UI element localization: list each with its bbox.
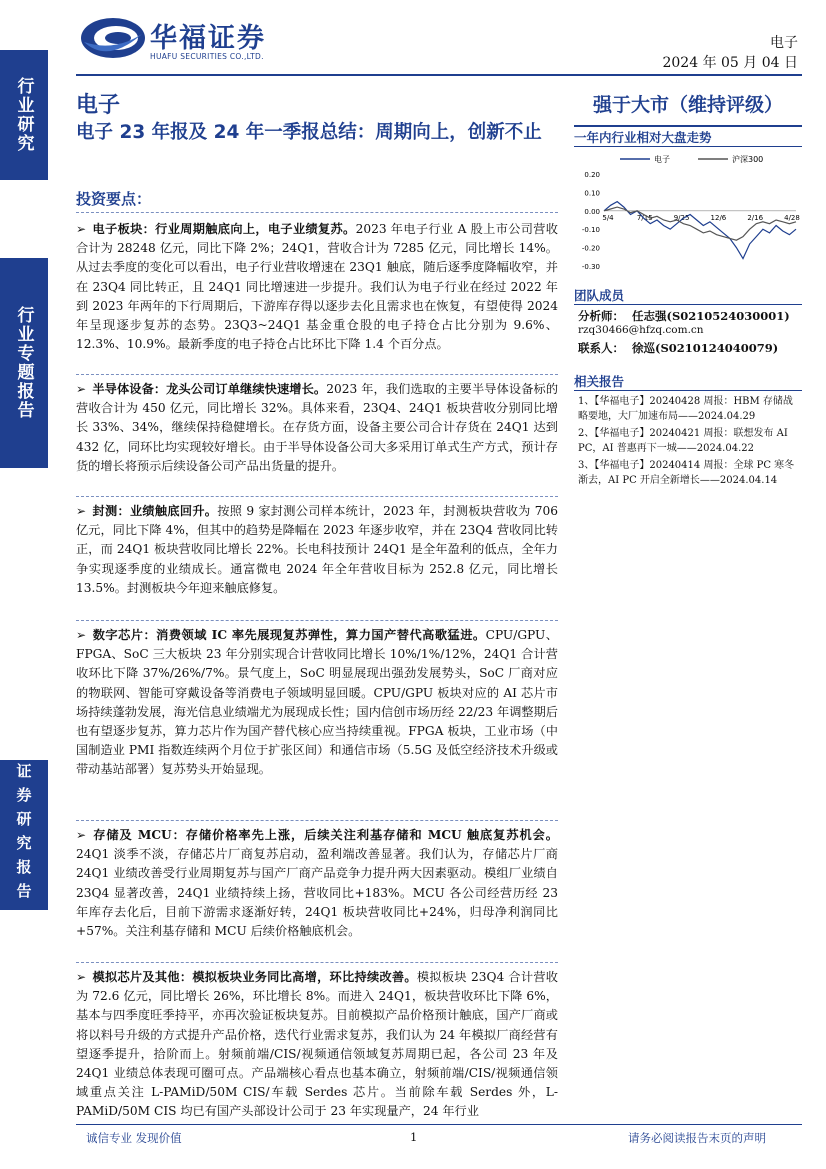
arrow-bullet-icon: ➢: [76, 828, 87, 842]
para-lead: 半导体设备：龙头公司订单继续快速增长。: [92, 382, 327, 396]
analyst-label: 分析师：: [578, 309, 624, 323]
para-body: 按照 9 家封测公司样本统计，2023 年，封测板块营收为 706 亿元，同比下降 4%，但其中的趋势是降幅在 2023 年逐步收窄，并在 23Q4 营收同比转正，而 24Q1 板块营收同比增长 22%。长电科技预计 24Q1 是全年盈利的低点，全年力争实现逐季度的业绩成长。通富微电 2024 年全年营收目标为 252.8 亿元，同比增长 13.5%。封测板块今年迎来触底修复。: [76, 504, 559, 595]
arrow-bullet-icon: ➢: [76, 504, 87, 518]
team-title: 团队成员: [574, 288, 625, 303]
para-body: 24Q1 淡季不淡，存储芯片厂商复苏启动，盈利端改善显著。我们认为，存储芯片厂商 24Q1 业绩改善受行业周期复苏与国产厂商产品竞争力提升两大因素驱动。模组厂业绩自 23Q4 显著改善，24Q1 业绩持续上扬，营收同比+183%。MCU 各公司经营历经 23 年库存去化后，目前下游需求逐渐好转，24Q1 板块营收同比+24%，归母净利润同比+57%。关注利基存储和 MCU 后续价格触底机会。: [76, 847, 558, 939]
sidebar-tag-text: 行业专题报告: [13, 306, 34, 420]
rating-badge: 强于大市（维持评级）: [574, 90, 802, 127]
section-divider: [76, 620, 558, 621]
para-lead: 电子板块：行业周期触底向上，电子业绩复苏。: [92, 222, 356, 236]
chart-legend: [620, 154, 763, 164]
para-body: 2023 年电子行业 A 股上市公司营收合计为 28248 亿元，同比下降 2%；24Q1，营收合计为 7285 亿元，同比增长 14%。从过去季度的变化可以看出，电子行业营收增速在 23Q1 触底，随后逐季度降幅收窄，并在 23Q4 同比转正，且 24Q1 同比增速进一步提升。我们认为电子行业在经过 2022 年到 2023 年两年的下行周期后，下游库存得以逐步去化且需求也在恢复，有望使得 2024 年呈现逐步复苏的态势。23Q3~24Q1 基金重仓股的电子持仓占比分别为 9.6%、12.3%、10.9%。最新季度的电子持仓占比环比下降 1.4 个百分点。: [76, 222, 558, 352]
analyst-line: [578, 308, 790, 324]
sidebar-tag-text: 行业研究: [13, 77, 34, 153]
footer-disclaimer: 请务必阅读报告末页的声明: [628, 1131, 766, 1145]
para-packaging-testing: [76, 502, 558, 598]
sidebar-tag-industry-research: [0, 50, 48, 180]
section-divider: [76, 374, 558, 375]
logo-name: 华福证券: [150, 23, 266, 54]
para-lead: 存储及 MCU：存储价格率先上涨，后续关注利基存储和 MCU 触底复苏机会。: [92, 828, 558, 842]
section-divider: [76, 820, 558, 821]
related-reports-title: 相关报告: [574, 374, 625, 389]
section-divider: [76, 496, 558, 497]
x-tick-label: 4/28: [784, 213, 800, 222]
footer-divider: [76, 1124, 802, 1125]
para-semiconductor-equipment: [76, 380, 558, 476]
contact-name: 徐巡(S0210124040079): [632, 341, 779, 355]
y-axis-ticks: [582, 171, 600, 271]
sidebar-tag-text: 证券研究报告: [14, 763, 33, 907]
x-tick-label: 12/6: [710, 213, 727, 222]
legend-label-csi300: 沪深300: [732, 155, 764, 164]
chart-title: 一年内行业相对大盘走势: [574, 130, 712, 145]
section-divider: [76, 962, 558, 963]
relative-performance-chart: [570, 150, 806, 274]
team-title-underline: [574, 304, 802, 305]
logo-english-name: HUAFU SECURITIES CO.,LTD.: [150, 52, 264, 61]
page-number: 1: [410, 1130, 418, 1144]
y-tick-label: 0.00: [584, 207, 600, 216]
arrow-bullet-icon: ➢: [76, 970, 87, 984]
para-analog-chips: [76, 968, 558, 1118]
header-industry: 电子: [770, 35, 798, 51]
para-lead: 封测：业绩触底回升。: [92, 504, 218, 518]
para-digital-chips: [76, 626, 558, 780]
x-tick-label: 9/25: [673, 213, 690, 222]
footer-slogan: 诚信专业 发现价值: [86, 1131, 182, 1145]
sidebar-tag-report-type: [0, 258, 48, 468]
para-body: 2023 年，我们选取的主要半导体设备标的营收合计为 450 亿元，同比增长 32%。具体来看，23Q4、24Q1 板块营收分别同比增长 33%、34%，继续保持稳健增长。在存货方面，设备主要公司合计存货在 24Q1 达到 432 亿，同环比均实现较好增长。由于半导体设备公司大多采用订单式生产方式，预计存货的增长将预示后续设备公司产品出货量的提升。: [76, 382, 559, 473]
y-tick-label: 0.10: [584, 189, 600, 198]
y-tick-label: 0.20: [584, 171, 600, 179]
analyst-name: 任志强(S0210524030001): [632, 309, 790, 323]
x-tick-label: 7/15: [636, 213, 653, 222]
arrow-bullet-icon: ➢: [76, 628, 87, 642]
x-tick-label: 5/4: [602, 213, 614, 222]
sidebar-tag-securities-research: [0, 760, 48, 910]
header-date: 2024 年 05 月 04 日: [662, 55, 798, 71]
series-line-csi300: [604, 207, 796, 240]
key-points-heading: 投资要点：: [76, 190, 152, 208]
para-lead: 数字芯片：消费领域 IC 率先展现复苏弹性，算力国产替代高歌猛进。: [92, 628, 486, 642]
logo-emblem-icon: [78, 12, 148, 64]
para-body: CPU/GPU、FPGA、SoC 三大板块 23 年分别实现合计营收同比增长 10%/1%/12%，24Q1 合计营收环比下降 37%/26%/7%。景气度上，SoC 明显展现出强劲发展势头，SoC 厂商对应的物联网、智能可穿戴设备等消费电子领域明显回暖。CPU/GPU 板块对应的 AI 芯片市场持续蓬勃发展，海光信息业绩端尤为展现成长性；国内信创市场历经 22/23 年调整期后也有望逐步复苏，算力芯片作为国产替代核心应当持续重视。FPGA 板块，工业市场（中国制造业 PMI 指数连续两个月位于扩张区间）和通信市场（5.5G 及低空经济技术升级或带动基站部署）复苏势头开始显现。: [76, 628, 558, 777]
industry-title: 电子: [76, 93, 121, 118]
header-divider: [76, 74, 802, 76]
related-title-underline: [574, 390, 802, 391]
related-report-item[interactable]: 3、【华福电子】20240414 周报：全球 PC 寒冬渐去，AI PC 开启全新增长——2024.04.14: [578, 460, 795, 486]
series-line-electronics: [604, 202, 796, 259]
x-tick-label: 2/16: [747, 213, 764, 222]
legend-label-electronics: 电子: [654, 155, 670, 164]
related-report-item[interactable]: 2、【华福电子】20240421 周报：联想发布 AI PC，AI 普惠再下一城——2024.04.22: [578, 428, 788, 454]
report-title: 电子 23 年报及 24 年一季报总结：周期向上，创新不止: [76, 122, 542, 143]
section-divider: [76, 212, 558, 213]
arrow-bullet-icon: ➢: [76, 222, 87, 236]
y-tick-label: -0.30: [581, 263, 600, 271]
para-storage-mcu: [76, 826, 558, 941]
para-electronics: [76, 220, 558, 354]
para-body: 模拟板块 23Q4 合计营收为 72.6 亿元，同比增长 26%，环比增长 8%。而进入 24Q1，板块营收环比下降 6%，基本与四季度旺季持平，亦再次验证板块复苏。目前模拟产品价格预计触底，国产厂商或将以料号升级的方式提升产品价格，迭代行业需求复苏，我们认为 24 年模拟厂商经营有望逐季提升，拾阶而上。射频前端/CIS/视频通信领域复苏周期已起，各公司 23 年及 24Q1 业绩总体表现可圈可点。产品端核心看点也基本确立，射频前端/CIS/视频通信领域重点关注 L-PAMiD/50M CIS/车载 Serdes 芯片。当前除车载 Serdes 外，L-PAMiD/50M CIS 均已有国产头部设计公司于 23 年实现量产，24 年行业: [76, 970, 558, 1118]
para-lead: 模拟芯片及其他：模拟板块业务同比高增，环比持续改善。: [92, 970, 417, 984]
arrow-bullet-icon: ➢: [76, 382, 87, 396]
related-report-item[interactable]: 1、【华福电子】20240428 周报：HBM 存储战略要地，大厂加速布局——2024.04.29: [578, 396, 793, 422]
y-tick-label: -0.20: [581, 244, 600, 253]
x-axis-ticks: [602, 214, 800, 222]
chart-title-underline: [574, 146, 802, 147]
chart-series: [604, 202, 796, 259]
y-tick-label: -0.10: [581, 226, 600, 235]
contact-line: [578, 340, 778, 356]
analyst-email: rzq30466@hfzq.com.cn: [578, 324, 704, 336]
contact-label: 联系人：: [578, 341, 624, 355]
